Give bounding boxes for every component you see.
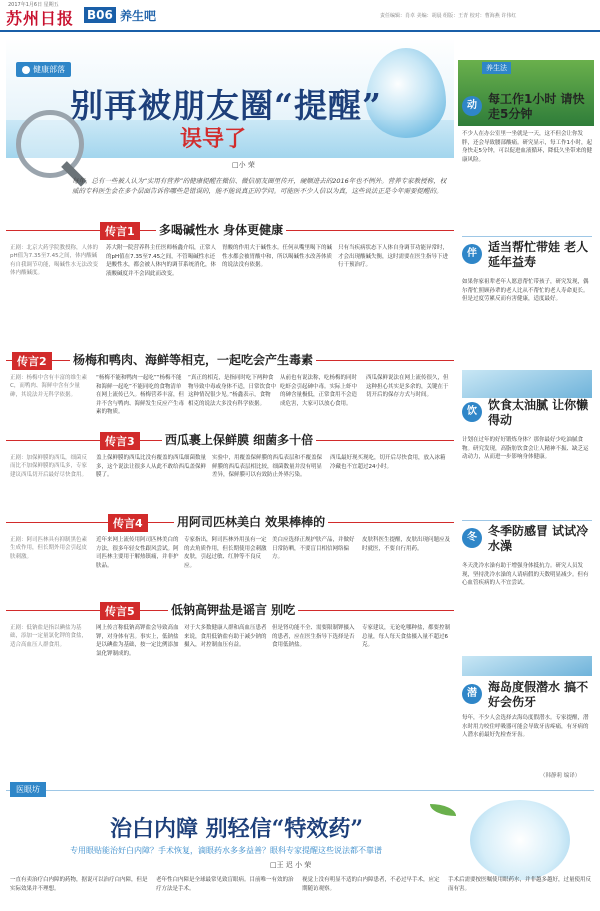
body-text: 西瓜保鲜说法在网上流传很久，但这种担心其实是多余的，关键在于切开后的保存方式与时间。	[366, 375, 449, 399]
section-number: 传言1	[100, 222, 140, 240]
item-badge: 冬	[462, 528, 482, 548]
section-tag: 健康部落	[16, 62, 71, 77]
credit: （韩静莉 编译）	[540, 773, 581, 779]
item-text: 如果你家祖辈老年人愿意帮忙带孩子，研究发现，偶尔帮忙照顾孙辈的老人比从不帮忙的老人寿命更长。但是过度劳累反而有害健康，适度最好。	[462, 279, 589, 303]
section-banner-4	[6, 512, 454, 532]
item-image	[462, 370, 592, 398]
body-text: 胃酸的作用大于碱性水。任何从嘴里喝下的碱性水都会被胃酸中和，所以喝碱性水改善体质的说法没有依据。	[222, 245, 332, 269]
page-number: B06	[84, 7, 116, 23]
item-title: 每工作1小时 请快走5分钟	[488, 92, 585, 121]
item-title: 饮食太油腻 让你懒得动	[488, 398, 589, 427]
side-note-1: 正剧：北京大药学院教授称，人体的pH值为7.35至7.45之间，体内酸碱有自我调节功能，喝碱性水无法改变体内酸碱度。	[10, 245, 99, 276]
item-image	[462, 656, 592, 676]
side-note-3: 正剧：加保鲜膜的西瓜，细菌反而比不加保鲜膜的西瓜多，专家建议西瓜切开后最好尽快食用。	[10, 455, 88, 478]
body-text: 专家指出，阿司匹林外用虽有一定的去角质作用，但长期使用会刺激皮肤，引起过敏、红肿等不良反应。	[184, 537, 267, 569]
item-badge: 动	[462, 96, 482, 116]
body-text: “真正的相克，是指同时吃下两种食物导致中毒或身体不适，日常饮食中这种情况很少见。”杨鑫表示，食物相克的说法大多没有科学依据。	[188, 375, 276, 407]
body-text: 老年性白内障是全球最常见致盲眼病。目前唯一有效的治疗方法是手术。	[156, 877, 294, 892]
section-title: 西瓜裹上保鲜膜 细菌多十倍	[162, 431, 316, 448]
item-badge: 潜	[462, 684, 482, 704]
main-headline: 别再被朋友圈“提醒”	[70, 86, 382, 125]
body-text: 实验中，用覆盖保鲜膜的西瓜表层和不覆盖保鲜膜的西瓜表层相比较，细菌数量并没有明显差异，保鲜膜可以有效防止外界污染。	[212, 455, 323, 479]
body-text: 苏大附一院营养科主任医师杨鑫介绍，正常人的pH值在7.35至7.45之间，不管喝碱性水还是酸性水，都会被人体内的调节系统消化，体液酸碱度并不会因此而改变。	[106, 245, 216, 277]
divider	[6, 790, 594, 791]
section-title: 多喝碱性水 身体更健康	[156, 221, 286, 238]
item-text: 不少人在办公室里一坐就是一天，这不但会让你发胖，还会导致腰部酸痛。研究显示，每工作1小时，起身快走5分钟，可以促进血液循环，降低久坐带来的健康风险。	[462, 131, 592, 163]
item-text: 每年，不少人会选择去海岛度假潜水。专家提醒，潜水时用力咬住呼吸器可能会导致牙齿疼痛，有牙病的人潜水前最好先检查牙齿。	[462, 715, 589, 739]
right-column-tag: 养生法	[482, 62, 511, 74]
body-text: 网上传言称低钠高钾盐会导致高血钾，对身体有害。事实上，低钠盐是以碘盐为基础，按一定比例添加氯化钾制成的。	[96, 625, 179, 657]
body-text: “杨梅不能和鸭肉一起吃”“杨梅不能和海鲜一起吃”不能同吃的食物清单在网上流传已久。杨梅营养丰富，但并不含与鸭肉、海鲜发生反应产生毒素的物质。	[96, 375, 184, 416]
bottom-section-tag: 医眼坊	[10, 782, 46, 797]
body-text: 视觉上没有明显不适的白内障患者，不必过早手术，应定期随访观察。	[302, 877, 440, 892]
body-text: 一直有卖治疗白内障的药物，据说可以治疗白内障，但是实际效果并不理想。	[10, 877, 148, 892]
newspaper-logo: 苏州日报	[6, 9, 75, 28]
side-note-5: 正剧：低钠盐是指以碘盐为基础，添加一定量氯化钾的食盐，适合高血压人群食用。	[10, 625, 88, 648]
body-text: 对于大多数健康人群和高血压患者来说，食用低钠盐有助于减少钠的摄入，对控制血压有益。	[184, 625, 267, 649]
body-text: 美白应选择正规护肤产品，并做好日常防晒，不要盲目相信网络偏方。	[272, 537, 355, 561]
section-banner-5	[6, 600, 454, 620]
side-note-2: 正剧：杨梅中含有丰富的维生素C，而鸭肉、海鲜中含有少量砷，其说法并无科学依据。	[10, 375, 88, 398]
item-title: 海岛度假潜水 搞不好会伤牙	[488, 680, 589, 709]
section-banner-1	[6, 220, 454, 240]
leaf-icon	[430, 804, 456, 816]
leaf-icon	[22, 66, 30, 74]
section-number: 传言3	[100, 432, 140, 450]
body-text: 盖上保鲜膜的西瓜比没有覆盖的西瓜细菌数量多，这个说法让很多人从此不敢给西瓜盖保鲜膜了。	[96, 455, 206, 479]
divider	[462, 520, 592, 521]
body-text: 西瓜最好现买现吃，切开后尽快食用，放入冰箱冷藏也不宜超过24小时。	[330, 455, 446, 470]
bottom-headline: 治白内障 别轻信“特效药”	[110, 816, 363, 842]
section-title: 用阿司匹林美白 效果棒棒的	[174, 513, 328, 530]
intro-paragraph: 每年，总有一些被人认为“实用有营养”的健康提醒在微信、微信朋友圈里传开，硬顺进去的2016年也不例外。营养专家教授称，权威的专科医生会在多个层面告诉你哪些是错误的，能不能说真正的学问。可能医不少人信以为真，这些说法正是今年需要提醒的。	[72, 177, 447, 196]
bottom-subhead: 专用眼贴能治好白内障？手术恢复，滴眼药水多多益善？眼科专家提醒这些说法都不靠谱	[70, 846, 382, 855]
item-text: 冬天洗冷水澡有助于增强身体抵抗力。研究人员发现，坚持洗冷水澡的人请病假的天数明显减少。但有心血管疾病的人不宜尝试。	[462, 563, 589, 587]
section-number: 传言2	[12, 352, 52, 370]
section-name: 养生吧	[120, 9, 157, 23]
body-text: 手术后需要按医嘱使用眼药水，并非越多越好，过量使用反而有害。	[448, 877, 592, 892]
masthead	[0, 0, 600, 32]
body-text: 但是肾功能不全、需要限制钾摄入的患者，应在医生指导下选择是否食用低钠盐。	[272, 625, 355, 649]
byline: □小 荣	[232, 161, 255, 169]
item-badge: 饮	[462, 402, 482, 422]
editor-credits: 责任编辑：肖卓 美编：胡晨 组版：王青 校对：曹海燕 许伟红	[380, 13, 517, 19]
side-note-4: 正剧：阿司匹林具有抑制黑色素生成作用，但长期外用会引起皮肤刺激。	[10, 537, 88, 560]
section-number: 传言4	[108, 514, 148, 532]
main-subhead: 误导了	[180, 127, 247, 152]
item-text: 计划在过年的好好锻炼身体？那你最好少吃油腻食物。研究发现，高脂肪饮食会让人精神不振、缺乏运动动力，从而进一步影响身体健康。	[462, 437, 589, 461]
bottom-byline: □王 迟 小 荣	[270, 861, 312, 869]
body-text: 只有当疾病状态下人体自身调节功能异常时，才会出现酸碱失衡，这时需要在医生指导下进行干预治疗。	[338, 245, 449, 269]
issue-date: 2017年1月6日 星期五	[8, 2, 59, 8]
body-text: 皮肤科医生提醒，皮肤出现问题应及时就医，不要自行用药。	[362, 537, 450, 552]
body-text: 从前也有说法称，吃杨梅的同时吃虾会引起砷中毒。实际上虾中的砷含量极低，正常食用不会造成危害，大家可以放心食用。	[280, 375, 358, 407]
section-title: 低钠高钾盐是谣言 别吃	[168, 601, 298, 618]
body-text: 专家建议，无论吃哪种盐，都要控制总量，每人每天食盐摄入量不超过6克。	[362, 625, 450, 649]
item-title: 适当帮忙带娃 老人延年益寿	[488, 240, 589, 269]
divider	[462, 236, 592, 237]
eye-image	[470, 800, 570, 880]
item-badge: 伴	[462, 244, 482, 264]
section-banner-2	[6, 350, 454, 370]
section-banner-3	[6, 430, 454, 450]
item-title: 冬季防感冒 试试冷水澡	[488, 524, 589, 553]
body-text: 近年来网上流传用阿司匹林美白的方法，很多年轻女性跟风尝试。阿司匹林主要用于解热镇痛，并非护肤品。	[96, 537, 179, 569]
section-number: 传言5	[100, 602, 140, 620]
section-title: 杨梅和鸭肉、海鲜等相克，一起吃会产生毒素	[70, 351, 316, 368]
